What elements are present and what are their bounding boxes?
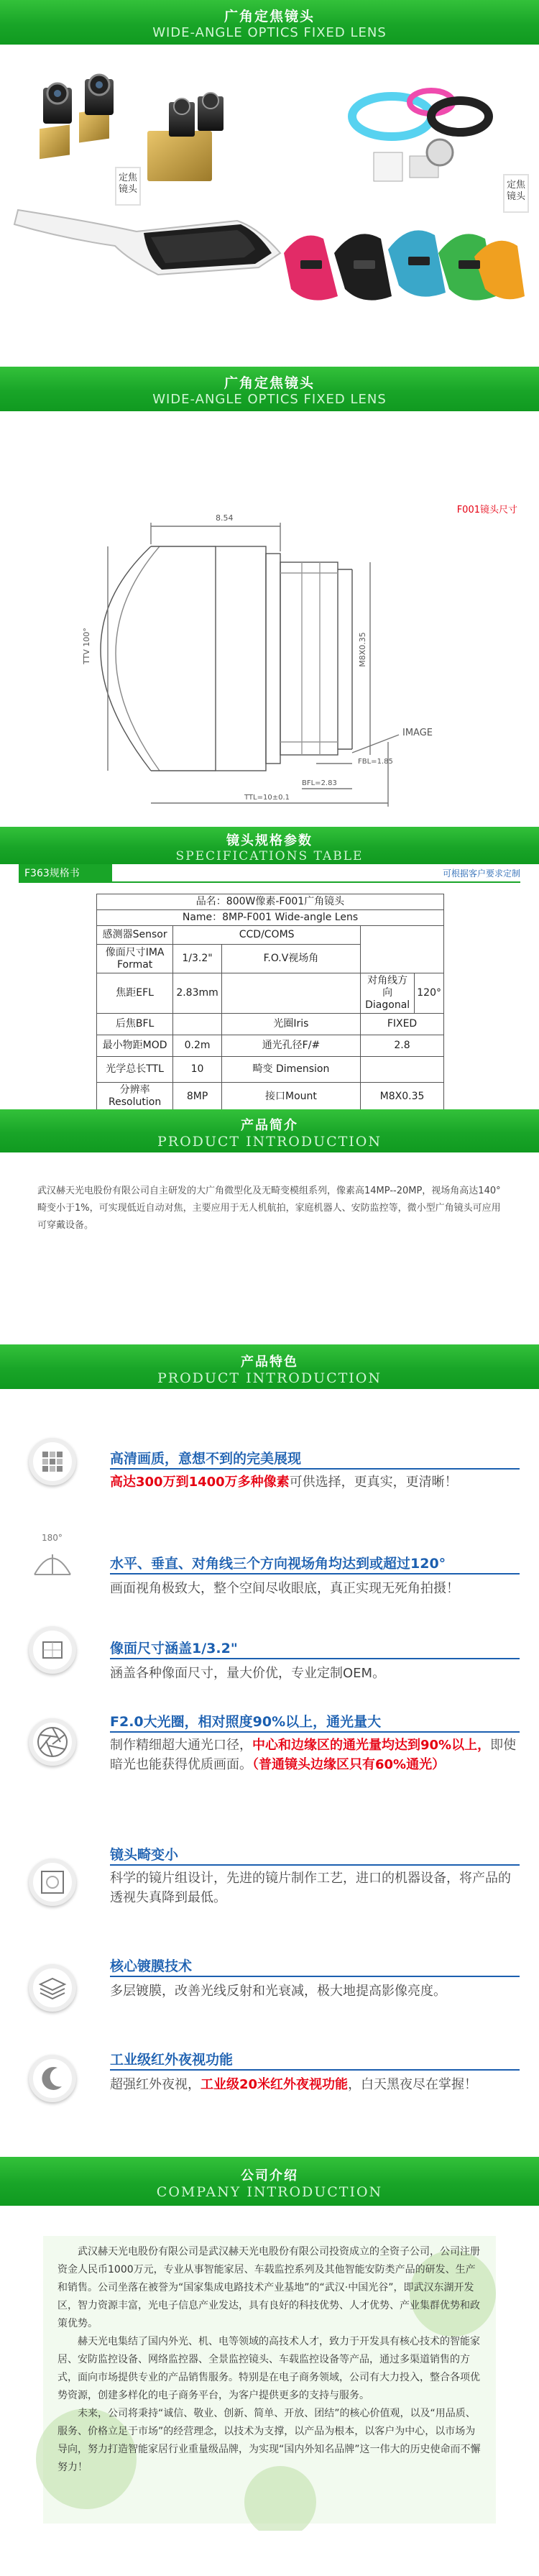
- feature-desc-text: 可供选择，更真实，更清晰！: [289, 1475, 458, 1490]
- company-paragraph: 赫天光电集结了国内外光、机、电等领域的高技术人才，致力于开发具有核心技术的智能家居、安防监控设备、网络监控器、全景监控镜头、车载监控设备等产品，通过多渠道销售的方式，面向市场提供专业的产品销售服务。特别是在电子商务领域，公司有大力投入，整合各项优势资源，创建多样化的电子商务平台，为客户提供更多的支持与服务。: [57, 2336, 480, 2401]
- section-title-en: PRODUCT INTRODUCTION: [157, 1134, 382, 1150]
- spec-cell: 1/3.2": [173, 945, 222, 973]
- spec-cell: 分辨率 Resolution: [97, 1083, 173, 1111]
- smart-watch-bands-image: [284, 230, 525, 300]
- spec-cell: CCD/COMS: [173, 926, 361, 945]
- feature-title: 高清画质，意想不到的完美展现: [110, 1451, 302, 1467]
- dim-thread: M8X0.35: [357, 632, 367, 667]
- lens-distortion-icon: [29, 1858, 76, 1906]
- feature-desc: [110, 2075, 520, 2094]
- sensor-chip-icon: [29, 1626, 76, 1674]
- product-photos: [0, 45, 539, 338]
- grid-quality-icon: [29, 1438, 76, 1485]
- feature-desc-text: 超强红外夜视，: [110, 2077, 201, 2092]
- spec-cell: 焦距EFL: [97, 973, 173, 1014]
- dim-fbl: FBL=1.85: [358, 758, 393, 766]
- drawing-caption: F001镜头尺寸: [456, 505, 517, 515]
- spec-cell: 后焦BFL: [97, 1014, 173, 1035]
- dim-ttv: TTV 100°: [81, 628, 91, 664]
- section-banner-fixed-lens: [0, 0, 539, 45]
- feature-underline: [110, 1731, 520, 1733]
- section-banner-company: [0, 2157, 539, 2206]
- spec-cell: 感测器Sensor: [97, 926, 173, 945]
- section-title-zh: 广角定焦镜头: [224, 9, 315, 24]
- photo-tag-fixed-lens: 定焦镜头: [115, 167, 141, 206]
- aperture-icon: [29, 1718, 76, 1766]
- spec-tab: F363规格书: [19, 864, 112, 883]
- spec-cell: 最小物距MOD: [97, 1035, 173, 1057]
- spec-cell: 120°: [415, 973, 444, 1014]
- spec-cell: 光学总长TTL: [97, 1057, 173, 1083]
- section-title-zh: 广角定焦镜头: [224, 375, 315, 391]
- angle-180-icon: [29, 1539, 76, 1586]
- section-banner-specs: [0, 827, 539, 864]
- feature-title: F2.0大光圈，相对照度90%以上，通光量大: [110, 1714, 382, 1730]
- feature-desc-text: 即使暗光也能获得优质画面。: [110, 1738, 517, 1772]
- camera-module-pair-image: [40, 75, 114, 159]
- spec-cell: [361, 926, 444, 973]
- spec-cell: 8MP: [173, 1083, 222, 1111]
- section-title-en: WIDE-ANGLE OPTICS FIXED LENS: [152, 392, 387, 407]
- feature-title: 像面尺寸涵盖1/3.2": [110, 1641, 238, 1656]
- coating-layers-icon: [29, 1964, 76, 2012]
- feature-underline: [110, 1468, 520, 1470]
- feature-desc-highlight: 工业级20米红外夜视功能: [201, 2077, 349, 2092]
- product-photos-illustration: [0, 45, 539, 338]
- moon-icon: [29, 2055, 76, 2102]
- dim-image: IMAGE: [402, 728, 433, 738]
- feature-underline: [110, 1864, 520, 1866]
- spec-divider: [19, 881, 520, 883]
- feature-underline: [110, 2069, 520, 2071]
- feature-desc: 多层镀膜，改善光线反射和光衰减，极大地提高影像亮度。: [110, 1984, 446, 1999]
- spec-custom-note: 可根据客户要求定制: [442, 868, 520, 879]
- company-paragraph: 武汉赫天光电股份有限公司是武汉赫天光电股份有限公司投资成立的全资子公司，公司注册资金人民币1000万元，专业从事智能家居、车载监控系列及其他智能安防类产品的研发、生产和销售。公司坐落在被誉为“国家集成电路技术产业基地”的“武汉·中国光谷”，即武汉东湖开发区，智力资源丰富，光电子信息产业发达，具有良好的科技优势、人才优势、产业集群优势和政策优势。: [57, 2246, 480, 2329]
- section-title-zh: 公司介绍: [241, 2168, 298, 2183]
- smart-glasses-image: [14, 210, 280, 275]
- feature-desc: [110, 1736, 520, 1774]
- spec-name-en: Name：8MP-F001 Wide-angle Lens: [97, 910, 444, 926]
- feature-title: 水平、垂直、对角线三个方向视场角均达到或超过120°: [110, 1556, 446, 1572]
- smart-band-image: [352, 91, 489, 181]
- feature-desc: 涵盖各种像面尺寸，量大价优，专业定制OEM。: [110, 1666, 386, 1681]
- camera-module-board-image: [147, 93, 224, 181]
- spec-cell: M8X0.35: [361, 1083, 444, 1111]
- spec-cell: [173, 1014, 222, 1035]
- product-intro-text: 武汉赫天光电股份有限公司自主研发的大广角微型化及无畸变模组系列，像素高14MP--20MP，视场角高达140°畸变小于1%，可实现低近自动对焦，主要应用于无人机航拍，家庭机器人、安防监控等，微小型广角镜头可应用可穿戴设备。: [37, 1186, 501, 1231]
- spec-cell: 10: [173, 1057, 222, 1083]
- section-banner-intro: [0, 1109, 539, 1152]
- dim-ttl: TTL=10±0.1: [244, 794, 290, 802]
- spec-cell: 畸变 Dimension: [221, 1057, 360, 1083]
- feature-underline: [110, 1976, 520, 1977]
- spec-cell: 光圈Iris: [221, 1014, 360, 1035]
- spec-cell: F.O.V视场角: [221, 945, 360, 973]
- spec-cell: 2.8: [361, 1035, 444, 1057]
- section-title-zh: 产品简介: [241, 1118, 298, 1133]
- photo-tag-fixed-lens: 定焦镜头: [503, 174, 529, 213]
- spec-cell: 通光孔径F/#: [221, 1035, 360, 1057]
- section-title-zh: 产品特色: [241, 1355, 298, 1370]
- section-title-zh: 镜头规格参数: [226, 833, 313, 848]
- feature-underline: [110, 1658, 520, 1659]
- section-title-en: COMPANY INTRODUCTION: [156, 2184, 383, 2200]
- spec-cell: FIXED: [361, 1014, 444, 1035]
- feature-desc: 画面视角极致大，整个空间尽收眼底，真正实现无死角拍摄！: [110, 1581, 459, 1596]
- spec-header: [0, 864, 539, 883]
- section-title-en: SPECIFICATIONS TABLE: [175, 849, 364, 863]
- feature-desc-text: 制作精细超大通光口径，: [110, 1738, 252, 1753]
- spec-cell: 0.2m: [173, 1035, 222, 1057]
- section-title-en: WIDE-ANGLE OPTICS FIXED LENS: [152, 25, 387, 40]
- feature-desc-highlight: 中心和边缘区的通光量均达到90%以上，: [252, 1738, 491, 1753]
- feature-desc-highlight: （普通镜头边缘区只有60%通光）: [252, 1757, 446, 1772]
- feature-underline: [110, 1573, 520, 1575]
- section-title-en: PRODUCT INTRODUCTION: [157, 1370, 382, 1386]
- spec-cell: [221, 973, 360, 1014]
- lens-dimension-drawing: [0, 426, 539, 817]
- feature-desc-text: ，白天黑夜尽在掌握！: [348, 2077, 478, 2092]
- feature-desc: 科学的镜片组设计，先进的镜片制作工艺，进口的机器设备，将产品的透视失真降到最低。: [110, 1871, 511, 1905]
- spec-name-zh: 品名：800W像素-F001广角镜头: [97, 894, 444, 910]
- company-paragraph: 未来，公司将秉持“诚信、敬业、创新、简单、开放、团结”的核心价值观，以及“用品质、服务、价格立足于市场”的经营理念，以技术为支撑，以产品为根本，以客户为中心，以市场为导向，努力打造智能家居行业重量级品牌，为实现“国内外知名品牌”这一伟大的历史使命而不懈努力！: [57, 2408, 481, 2473]
- lens-drawing-svg: [0, 426, 539, 817]
- section-banner-fixed-lens: [0, 367, 539, 411]
- feature-desc-highlight: 高达300万到1400万多种像素: [110, 1475, 290, 1490]
- feature-title: 镜头畸变小: [110, 1847, 179, 1863]
- feature-desc: [110, 1472, 520, 1492]
- spec-cell: 2.83mm: [173, 973, 222, 1014]
- spec-cell: 对角线方向 Diagonal: [361, 973, 415, 1014]
- feature-title: 工业级红外夜视功能: [110, 2052, 234, 2068]
- spec-cell: 接口Mount: [221, 1083, 360, 1111]
- section-banner-features: [0, 1344, 539, 1389]
- dim-top: 8.54: [216, 513, 234, 523]
- angle-icon-label: 180°: [42, 1533, 63, 1543]
- feature-title: 核心镀膜技术: [110, 1958, 193, 1974]
- spec-cell: [361, 1057, 444, 1083]
- spec-cell: 像面尺寸IMA Format: [97, 945, 173, 973]
- company-intro: [57, 2243, 482, 2477]
- dim-bfl: BFL=2.83: [302, 779, 337, 787]
- spec-table: [96, 894, 444, 1111]
